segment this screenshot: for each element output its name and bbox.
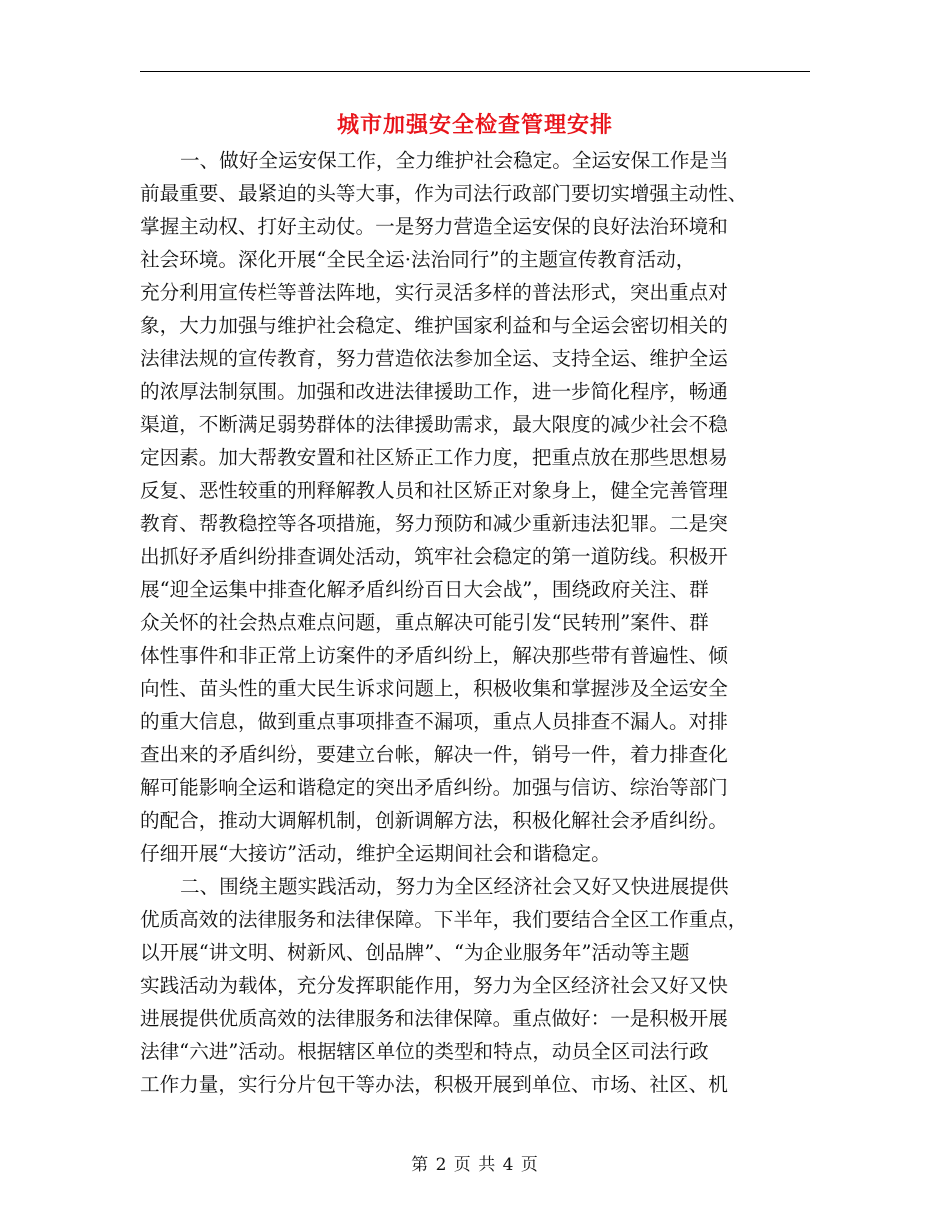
paragraph-1-line: 反复、恶性较重的刑释解教人员和社区矫正对象身上，健全完善管理: [140, 479, 728, 502]
page-number-footer: 第 2 页 共 4 页: [411, 1155, 539, 1175]
paragraph-2-line: 二、围绕主题实践活动，努力为全区经济社会又好又快进展提供: [180, 875, 729, 898]
paragraph-1-line: 法律法规的宣传教育，努力营造依法参加全运、支持全运、维护全运: [140, 347, 728, 370]
paragraph-2-line: 进展提供优质高效的法律服务和法律保障。重点做好：一是积极开展: [140, 1007, 728, 1030]
paragraph-1-line: 查出来的矛盾纠纷，要建立台帐，解决一件，销号一件，着力排查化: [140, 743, 728, 766]
document-title: 城市加强安全检查管理安排: [336, 112, 613, 138]
paragraph-1-line: 社会环境。深化开展“全民全运·法治同行”的主题宣传教育活动，: [140, 248, 696, 271]
paragraph-1-line: 向性、苗头性的重大民生诉求问题上，积极收集和掌握涉及全运安全: [140, 677, 728, 700]
paragraph-1-line: 体性事件和非正常上访案件的矛盾纠纷上，解决那些带有普遍性、倾: [140, 644, 728, 667]
header-rule: [140, 71, 810, 72]
paragraph-1-line: 的配合，推动大调解机制，创新调解方法，积极化解社会矛盾纠纷。: [140, 809, 728, 832]
paragraph-1-line: 前最重要、最紧迫的头等大事，作为司法行政部门要切实增强主动性、: [140, 182, 748, 205]
paragraph-2-line: 法律“六进”活动。根据辖区单位的类型和特点，动员全区司法行政: [140, 1040, 709, 1063]
paragraph-1-line: 出抓好矛盾纠纷排查调处活动，筑牢社会稳定的第一道防线。积极开: [140, 545, 728, 568]
paragraph-1-line: 众关怀的社会热点难点问题，重点解决可能引发“民转刑”案件、群: [140, 611, 709, 634]
paragraph-1-line: 充分利用宣传栏等普法阵地，实行灵活多样的普法形式，突出重点对: [140, 281, 728, 304]
paragraph-1-line: 展“迎全运集中排查化解矛盾纠纷百日大会战”，围绕政府关注、群: [140, 578, 709, 601]
paragraph-1-line: 渠道，不断满足弱势群体的法律援助需求，最大限度的减少社会不稳: [140, 413, 728, 436]
paragraph-1-line: 定因素。加大帮教安置和社区矫正工作力度，把重点放在那些思想易: [140, 446, 728, 469]
document-body: [140, 144, 810, 1101]
paragraph-2-line: 工作力量，实行分片包干等办法，积极开展到单位、市场、社区、机: [140, 1073, 728, 1096]
paragraph-1-line: 的重大信息，做到重点事项排查不漏项，重点人员排查不漏人。对排: [140, 710, 728, 733]
paragraph-1-line: 仔细开展“大接访”活动，维护全运期间社会和谐稳定。: [140, 842, 611, 865]
paragraph-1-line: 教育、帮教稳控等各项措施，努力预防和减少重新违法犯罪。二是突: [140, 512, 728, 535]
paragraph-1-line: 象，大力加强与维护社会稳定、维护国家利益和与全运会密切相关的: [140, 314, 728, 337]
paragraph-1-line: 解可能影响全运和谐稳定的突出矛盾纠纷。加强与信访、综治等部门: [140, 776, 728, 799]
paragraph-2-line: 优质高效的法律服务和法律保障。下半年，我们要结合全区工作重点，: [140, 908, 748, 931]
paragraph-1-line: 的浓厚法制氛围。加强和改进法律援助工作，进一步简化程序，畅通: [140, 380, 728, 403]
paragraph-2-line: 实践活动为载体，充分发挥职能作用，努力为全区经济社会又好又快: [140, 974, 728, 997]
paragraph-2-line: 以开展“讲文明、树新风、创品牌”、“为企业服务年”活动等主题: [140, 941, 690, 964]
paragraph-1-line: 掌握主动权、打好主动仗。一是努力营造全运安保的良好法治环境和: [140, 215, 728, 238]
paragraph-1-line: 一、做好全运安保工作，全力维护社会稳定。全运安保工作是当: [180, 149, 729, 172]
